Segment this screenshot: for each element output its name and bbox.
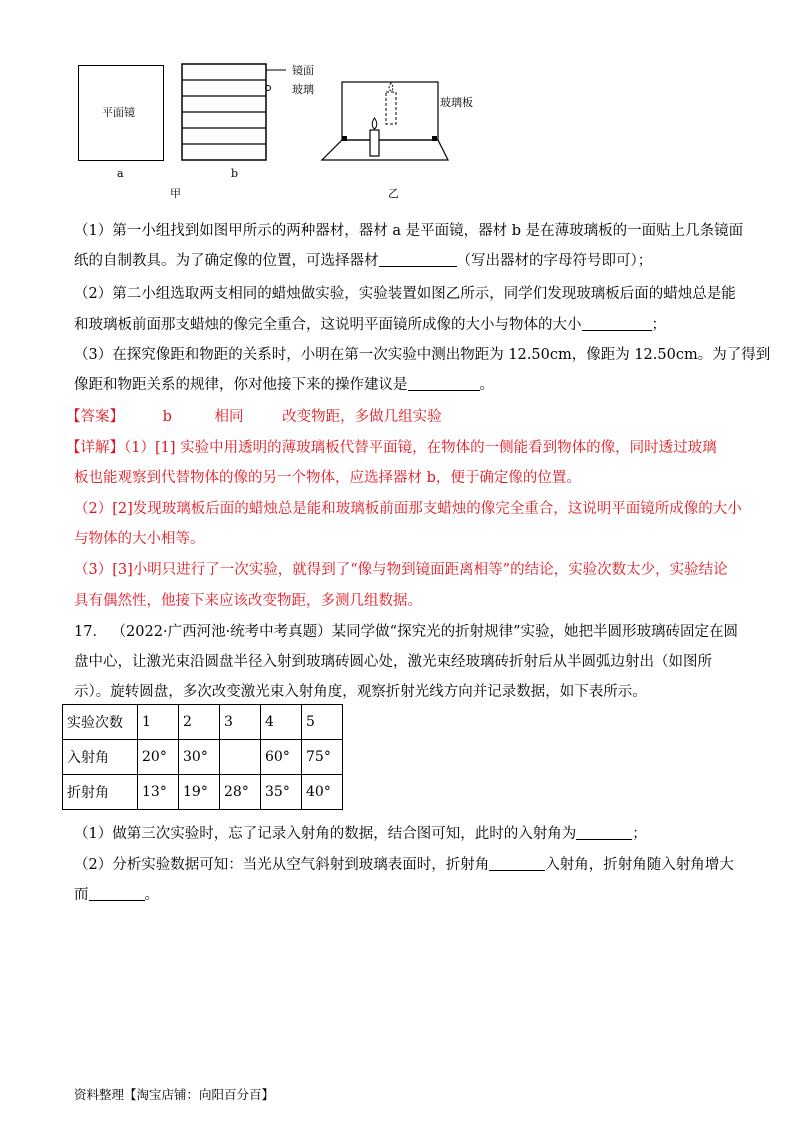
table-header-row xyxy=(63,705,343,740)
table-row xyxy=(63,775,343,810)
q17-sub2-text-a: （2）分析实验数据可知：当光从空气斜射到玻璃表面时，折射角 xyxy=(74,857,490,873)
table-cell: 20° xyxy=(138,740,179,775)
callout-glass: 玻璃 xyxy=(292,83,314,96)
answer-label: 【答案】 xyxy=(66,409,124,425)
q16-part2-text-a: 和玻璃板前面那支蜡烛的像完全重合，这说明平面镜所成像的大小与物体的大小 xyxy=(74,317,582,333)
q16-blank-1 xyxy=(379,252,457,267)
q17-blank-1 xyxy=(576,825,632,840)
q16-part2-line1: （2）第二小组选取两支相同的蜡烛做实验，实验装置如图乙所示，同学们发现玻璃板后面的蜡烛总是能 xyxy=(74,286,736,302)
label-jia: 甲 xyxy=(170,187,181,200)
table-cell: 35° xyxy=(261,775,302,810)
answer-1: b xyxy=(162,409,172,425)
table-row xyxy=(63,740,343,775)
q16-part1-line2 xyxy=(74,249,652,270)
table-cell: 5 xyxy=(302,705,343,740)
candle-glass-plate-apparatus xyxy=(320,78,470,168)
table-cell: 30° xyxy=(179,740,220,775)
table-cell: 入射角 xyxy=(63,740,138,775)
table-cell: 75° xyxy=(302,740,343,775)
table-cell: 3 xyxy=(220,705,261,740)
q17-line-2: 盘中心，让激光束沿圆盘半径入射到玻璃砖圆心处，激光束经玻璃砖折射后从半圆弧边射出（如图所 xyxy=(74,654,712,670)
glass-plate-label: 玻璃板 xyxy=(440,96,473,109)
detail-line-1 xyxy=(66,436,717,457)
answer-2: 相同 xyxy=(214,409,244,425)
q17-sub1-text-a: （1）做第三次实验时，忘了记录入射角的数据，结合图可知，此时的入射角为 xyxy=(74,826,577,842)
q17-sub1-text-b: ； xyxy=(632,826,647,842)
q17-sub2-text-b: 入射角，折射角随入射角增大 xyxy=(545,857,734,873)
table-cell: 折射角 xyxy=(63,775,138,810)
q17-line-1: 17． （2022·广西河池·统考中考真题）某同学做“探究光的折射规律”实验，她把半圆形玻璃砖固定在圆 xyxy=(74,624,739,640)
table-cell: 28° xyxy=(220,775,261,810)
q16-part1-text-b: （写出器材的字母符号即可）； xyxy=(456,253,653,269)
table-cell: 4 xyxy=(261,705,302,740)
q17-sub1-line xyxy=(74,822,647,843)
q17-sub2-text-d: 。 xyxy=(144,887,159,903)
table-cell xyxy=(220,740,261,775)
q16-part1-line1: （1）第一小组找到如图甲所示的两种器材，器材 a 是平面镜，器材 b 是在薄玻璃板的一面贴上几条镜面 xyxy=(74,223,744,239)
q17-sub2-text-c: 而 xyxy=(74,887,89,903)
q16-part1-text-a: 纸的自制教具。为了确定像的位置，可选择器材 xyxy=(74,253,379,269)
table-cell: 1 xyxy=(138,705,179,740)
label-a: a xyxy=(117,167,124,180)
detail-text-1: （1）[1] 实验中用透明的薄玻璃板代替平面镜，在物体的一侧能看到物体的像，同时透过玻璃 xyxy=(124,440,717,456)
answer-3: 改变物距，多做几组实验 xyxy=(282,409,442,425)
q16-part2-text-b: ； xyxy=(651,317,666,333)
experiment-data-table xyxy=(62,704,343,810)
q17-line-3: 示）。旋转圆盘，多次改变激光束入射角度，观察折射光线方向并记录数据，如下表所示。 xyxy=(74,684,647,700)
q16-blank-3 xyxy=(408,376,480,391)
table-cell: 60° xyxy=(261,740,302,775)
table-cell: 40° xyxy=(302,775,343,810)
q16-part3-text-a: 像距和物距关系的规律，你对他接下来的操作建议是 xyxy=(74,377,408,393)
table-cell: 2 xyxy=(179,705,220,740)
mirror-strip-board xyxy=(180,60,290,164)
label-b: b xyxy=(231,167,239,180)
detail-line-5: （3）[3]小明只进行了一次实验，就得到了“像与物到镜面距离相等”的结论，实验次数太少，实验结论 xyxy=(74,562,728,578)
q17-sub2-line-2 xyxy=(74,883,159,904)
detail-line-4: 与物体的大小相等。 xyxy=(74,531,205,547)
q16-part3-line2 xyxy=(74,373,494,394)
table-cell: 13° xyxy=(138,775,179,810)
q17-blank-2 xyxy=(489,856,545,871)
table-cell: 实验次数 xyxy=(63,705,138,740)
q16-part3-text-b: 。 xyxy=(479,377,494,393)
q16-blank-2 xyxy=(582,316,652,331)
detail-label: 【详解】 xyxy=(66,440,124,456)
callout-mirror: 镜面 xyxy=(292,64,314,77)
detail-line-2: 板也能观察到代替物体的像的另一个物体，应选择器材 b，便于确定像的位置。 xyxy=(74,470,581,486)
answer-line xyxy=(66,405,442,426)
page-footer: 资料整理【淘宝店铺：向阳百分百】 xyxy=(74,1087,275,1102)
q17-blank-3 xyxy=(89,886,145,901)
q16-part2-line2 xyxy=(74,313,666,334)
label-yi: 乙 xyxy=(388,187,399,200)
plane-mirror-text: 平面镜 xyxy=(102,106,135,119)
q17-sub2-line-1 xyxy=(74,853,734,874)
q16-part3-line1: （3）在探究像距和物距的关系时，小明在第一次实验中测出物距为 12.50cm，像距为 12.50cm。为了得到 xyxy=(74,347,771,363)
detail-line-3: （2）[2]发现玻璃板后面的蜡烛总是能和玻璃板前面那支蜡烛的像完全重合，这说明平面镜所成像的大小 xyxy=(74,501,742,517)
detail-line-6: 具有偶然性，他接下来应该改变物距，多测几组数据。 xyxy=(74,593,422,609)
table-cell: 19° xyxy=(179,775,220,810)
